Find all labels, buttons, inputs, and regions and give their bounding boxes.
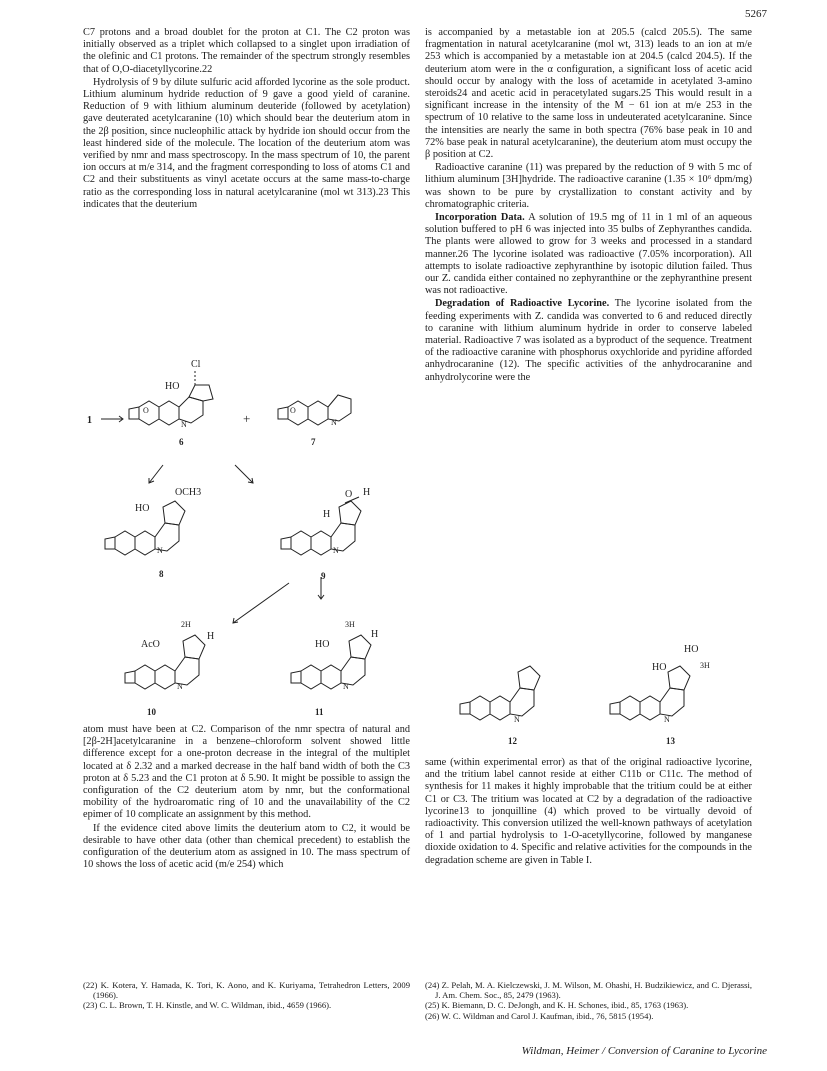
- atom-n-8: N: [157, 546, 163, 555]
- paragraph-text: A solution of 19.5 mg of 11 in 1 ml of an aqueous solution buffered to pH 6 was injected into 35 bulbs of Zephyranthes candida. The plants were allowed to grow for 3 weeks and processed in a standard manner.26 The lycorine isolated was radioactive (7.05% incorporation). All attempts to isolate radioactive zephyranthine by isotopic dilution failed. Thus our Z. candida either contained no zephyranthine or the zephyranthine present was not radioactive.: [425, 212, 752, 297]
- atom-n-13: N: [664, 715, 670, 724]
- paragraph: [83, 724, 410, 822]
- right-column-top: [425, 27, 752, 385]
- right-column-bottom: [425, 757, 752, 868]
- compound-10: [125, 635, 205, 689]
- atom-n-7: N: [331, 418, 337, 427]
- atom-ho-6: HO: [165, 381, 180, 392]
- paragraph-text: Radioactive caranine (11) was prepared by the reduction of 9 with 5 mc of lithium aluminum [3H]hydride. The radioactive caranine (1.35 × 10⁶ dpm/mg) was shown to be pure by crystallization to constant activity and by chromatographic criteria.: [425, 162, 752, 210]
- atom-aco: AcO: [141, 639, 160, 650]
- label-13: 13: [666, 736, 675, 746]
- compound-6: [129, 371, 213, 425]
- atom-n-11: N: [343, 682, 349, 691]
- paragraph: [425, 757, 752, 867]
- atom-o-6a: O: [143, 406, 149, 415]
- atom-h-10: H: [207, 631, 215, 642]
- paragraph: [425, 298, 752, 383]
- paragraph-text: Hydrolysis of 9 by dilute sulfuric acid afforded lycorine as the sole product. Lithium aluminum hydride reduction of 9 gave a good yield of caranine. Reduction of 9 with lithium aluminum deuteride (followed by acetylation) gave deuterated acetylcaranine (10) which should bear the deuterium atom in the 2β position, since nucleophilic attack by hydride ion should occur from the least hindered side of the molecule. The location of the deuterium atom was verified by nmr and mass spectroscopy. In the mass spectrum of 10, the parent ion occurs at m/e 314, and the fragment corresponding to loss of atoms C1 and C2 and their substituents as vinyl acetate occurs at the same mass-to-charge ratio as the corresponding loss in natural acetylcaranine (mol wt 313).23 This indicates that the deuterium: [83, 76, 410, 210]
- atom-h-11: H: [371, 629, 379, 640]
- footnote: (23) C. L. Brown, T. H. Kinstle, and W. C. Wildman, ibid., 4659 (1966).: [83, 1000, 332, 1011]
- paragraph: [425, 162, 752, 211]
- footnotes-left: [83, 980, 410, 1011]
- label-12: 12: [508, 736, 517, 746]
- paragraph-text: same (within experimental error) as that of the original radioactive lycorine, and the tritium label cannot reside at either C11b or C11c. The method of synthesis for 11 makes it highly improbable that the tritium could be at either C1 or C3. The tritium was located at C2 by a degradation of the radioactive lycorine13 to jonquilline (4) which proved to be virtually devoid of radioactivity. This conversion utilized the well-known pathways of acetylation of 1 and partial hydrolysis to 1-O-acetyllycorine, followed by manganese dioxide oxidation to 4. Specific and relative activities for the compounds in the degradation scheme are given in Table I.: [425, 757, 752, 866]
- running-footer: Wildman, Heimer / Conversion of Caranine to Lycorine: [521, 1045, 767, 1057]
- atom-ho-13a: HO: [684, 644, 699, 655]
- atom-o-7: O: [290, 406, 296, 415]
- atom-h-9b: H: [323, 509, 331, 520]
- atom-och3: OCH3: [175, 487, 202, 498]
- atom-n-12: N: [514, 715, 520, 724]
- reaction-scheme: [83, 355, 410, 720]
- left-column-top: [83, 27, 410, 212]
- page-number: 5267: [745, 8, 767, 20]
- atom-h-9a: H: [363, 487, 371, 498]
- atom-ho-13b: HO: [652, 662, 667, 673]
- paragraph-text: atom must have been at C2. Comparison of the nmr spectra of natural and [2β-2H]acetylcaranine in a benzene–chloroform solvent showed little difference except for a one-proton decrease in the integral of the multiplet located at δ 2.32 and a marked decrease in the half band width of both the C3 proton at δ 5.23 and the C1 proton at δ 5.90. It might be possible to assign the configuration of the C2 deuterium atom by nmr, but the conformational mobility of the hydroaromatic ring of 10 and the unavailability of the C2 epimer of 10 complicate an assignment by this method.: [83, 724, 410, 821]
- footnote: (25) K. Biemann, D. C. DeJongh, and K. H. Schones, ibid., 85, 1763 (1963).: [425, 1000, 689, 1011]
- label-11: 11: [315, 707, 324, 717]
- atom-n-6: N: [181, 420, 187, 429]
- paragraph: [425, 27, 752, 161]
- compound-12: [460, 666, 540, 720]
- compound-7: [278, 395, 351, 425]
- paragraph-text: is accompanied by a metastable ion at 205.5 (calcd 205.5). The same fragmentation in natural acetylcaranine (mol wt, 313) leads to an ion at m/e 253 which is accompanied by a metastable ion at 204.5 (calcd 204.5). If the deuterium atom were in the α configuration, a significant loss of acetic acid should occur by analogy with the loss of acetamide in acetylated 3-amino steroids24 and acetic acid in peracetylated sugars.25 This would result in a significant increase in the intensity of the M − 61 ion at m/e 253 in the spectrum of 10 relative to the same loss in undeuterated acetylcaranine. Since the intensities are nearly the same in both spectra (76% base peak in 10 and 72% base peak in natural acetylcaranine), the deuterium atom must occupy the β position at C2.: [425, 27, 752, 161]
- left-column-bottom: [83, 724, 410, 872]
- compound-11: [291, 635, 371, 689]
- label-8: 8: [159, 569, 164, 579]
- atom-t-13: 3H: [700, 661, 710, 670]
- footnote: (24) Z. Pelah, M. A. Kielczewski, J. M. Wilson, M. Ohashi, H. Budzikiewicz, and C. Djerassi, J. Am. Chem. Soc., 85, 2479 (1963).: [425, 980, 752, 1001]
- label-9: 9: [321, 571, 326, 581]
- structures-12-13: [440, 640, 740, 752]
- paragraph: [425, 212, 752, 297]
- label-6: 6: [179, 437, 184, 447]
- section-heading: Incorporation Data.: [435, 212, 525, 224]
- label-start: 1: [87, 415, 92, 426]
- atom-t-11: 3H: [345, 620, 355, 629]
- plus-sign: +: [243, 411, 251, 426]
- label-7: 7: [311, 437, 316, 447]
- paragraph: [83, 823, 410, 872]
- atom-o-9: O: [345, 489, 353, 500]
- paragraph: [83, 77, 410, 211]
- footnotes-right: [425, 980, 752, 1021]
- paragraph-text: C7 protons and a broad doublet for the proton at C1. The C2 proton was initially observed as a triplet which collapsed to a singlet upon irradiation of the olefinic and C1 protons. The remainder of the spectrum strongly resembles that of O,O-diacetyllycorine.22: [83, 27, 410, 75]
- label-10: 10: [147, 707, 156, 717]
- atom-ho-8: HO: [135, 503, 150, 514]
- paragraph-text: If the evidence cited above limits the deuterium atom to C2, it would be desirable to have other data (other than chemical precedent) to establish the configuration of the deuterium atom as assigned in 10. The mass spectrum of 10 shows the loss of acetic acid (m/e 254) which: [83, 822, 410, 871]
- atom-d-10: 2H: [181, 620, 191, 629]
- compound-9: [281, 497, 361, 555]
- atom-cl: Cl: [191, 359, 201, 370]
- section-heading: Degradation of Radioactive Lycorine.: [435, 298, 610, 310]
- atom-n-10: N: [177, 682, 183, 691]
- paragraph: [83, 27, 410, 76]
- atom-n-9: N: [333, 546, 339, 555]
- paragraph-text: The lycorine isolated from the feeding experiments with Z. candida was converted to 6 and reduced directly to caranine with lithium aluminum hydride in order to conserve labeled material. Radioactive 7 was isolated as a byproduct of the sequence. Treatment of the radioactive caranine with phosphorus oxychloride and pyridine afforded anhydrocaranine (12). The specific activities of the anhydrocaranine and anhydrolycorine were the: [425, 298, 752, 383]
- footnote: (22) K. Kotera, Y. Hamada, K. Tori, K. Aono, and K. Kuriyama, Tetrahedron Letters, 2009 (1966).: [83, 980, 410, 1001]
- footnote: (26) W. C. Wildman and Carol J. Kaufman, ibid., 76, 5815 (1954).: [425, 1010, 654, 1021]
- compound-13: [610, 666, 690, 720]
- atom-ho-11: HO: [315, 639, 330, 650]
